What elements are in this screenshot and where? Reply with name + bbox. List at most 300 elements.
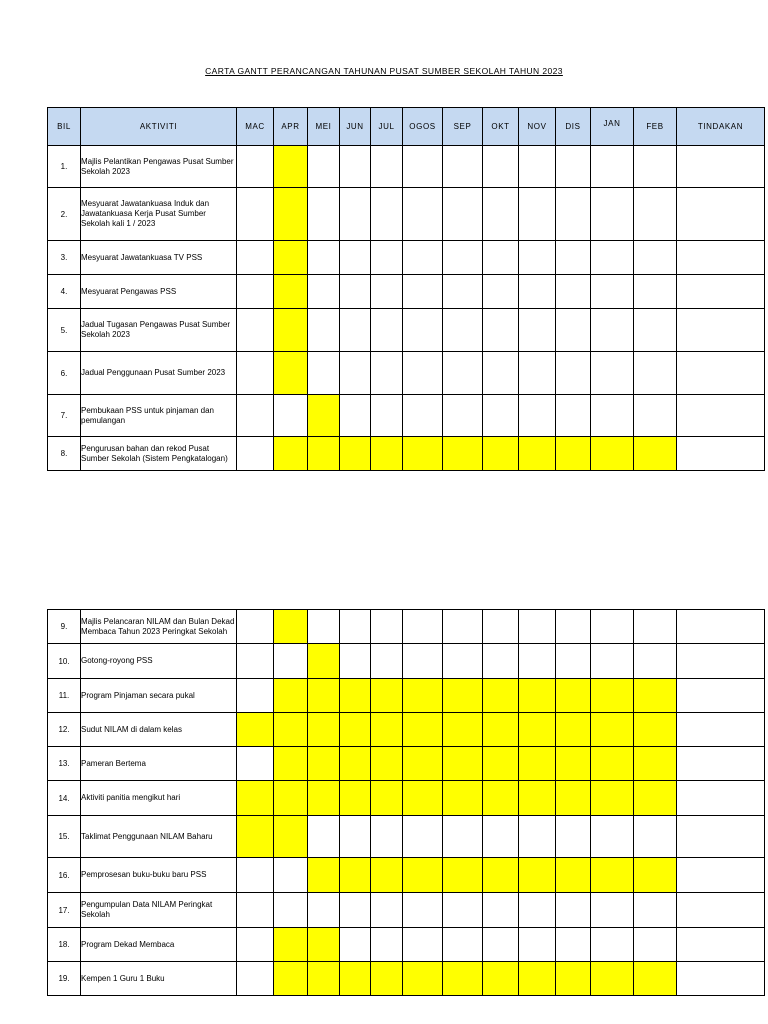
month-cell-scheduled: [591, 781, 634, 816]
month-cell-scheduled: [443, 747, 483, 781]
month-cell: [403, 395, 443, 437]
month-cell-scheduled: [591, 679, 634, 713]
header-month: NOV: [519, 108, 556, 146]
month-cell-scheduled: [237, 781, 274, 816]
month-cell-scheduled: [483, 962, 519, 996]
table-row: [48, 275, 765, 309]
month-cell: [340, 928, 371, 962]
month-cell: [519, 644, 556, 679]
row-number: 19.: [48, 962, 81, 996]
month-cell: [483, 275, 519, 309]
tindakan-cell: [677, 747, 765, 781]
month-cell: [237, 679, 274, 713]
month-cell-scheduled: [483, 747, 519, 781]
month-cell: [274, 395, 308, 437]
month-cell-scheduled: [519, 781, 556, 816]
month-cell-scheduled: [403, 781, 443, 816]
table-row: [48, 928, 765, 962]
month-cell: [237, 610, 274, 644]
month-cell: [308, 893, 340, 928]
tindakan-cell: [677, 241, 765, 275]
row-number: 3.: [48, 241, 81, 275]
month-cell: [591, 188, 634, 241]
month-cell: [483, 352, 519, 395]
month-cell: [237, 275, 274, 309]
month-cell-scheduled: [443, 437, 483, 471]
row-number: 7.: [48, 395, 81, 437]
month-cell-scheduled: [371, 437, 403, 471]
tindakan-cell: [677, 437, 765, 471]
month-cell: [443, 275, 483, 309]
month-cell: [308, 309, 340, 352]
month-cell: [371, 928, 403, 962]
tindakan-cell: [677, 893, 765, 928]
activity-name: Mesyuarat Jawatankuasa TV PSS: [81, 241, 237, 275]
month-cell: [591, 816, 634, 858]
month-cell-scheduled: [308, 679, 340, 713]
month-cell: [634, 893, 677, 928]
row-number: 8.: [48, 437, 81, 471]
month-cell: [274, 893, 308, 928]
month-cell: [519, 188, 556, 241]
month-cell-scheduled: [371, 962, 403, 996]
tindakan-cell: [677, 816, 765, 858]
month-cell-scheduled: [371, 781, 403, 816]
header-month: JAN: [591, 108, 634, 146]
month-cell-scheduled: [634, 747, 677, 781]
month-cell: [371, 816, 403, 858]
month-cell: [556, 241, 591, 275]
gantt-table-2: [47, 609, 765, 996]
tindakan-cell: [677, 781, 765, 816]
month-cell: [403, 644, 443, 679]
month-cell: [403, 352, 443, 395]
header-aktiviti: AKTIVITI: [81, 108, 237, 146]
month-cell-scheduled: [274, 309, 308, 352]
month-cell: [556, 928, 591, 962]
row-number: 11.: [48, 679, 81, 713]
month-cell: [237, 858, 274, 893]
month-cell: [403, 241, 443, 275]
month-cell: [483, 188, 519, 241]
month-cell: [274, 644, 308, 679]
month-cell: [519, 146, 556, 188]
month-cell: [237, 395, 274, 437]
month-cell: [519, 352, 556, 395]
month-cell: [634, 816, 677, 858]
header-month: DIS: [556, 108, 591, 146]
table-row: [48, 395, 765, 437]
month-cell: [519, 275, 556, 309]
month-cell: [237, 893, 274, 928]
month-cell-scheduled: [274, 188, 308, 241]
month-cell: [403, 309, 443, 352]
month-cell-scheduled: [556, 858, 591, 893]
month-cell-scheduled: [591, 713, 634, 747]
table-row: [48, 241, 765, 275]
month-cell: [237, 309, 274, 352]
month-cell: [483, 644, 519, 679]
month-cell: [443, 146, 483, 188]
month-cell: [403, 816, 443, 858]
month-cell: [237, 928, 274, 962]
table-row: [48, 309, 765, 352]
month-cell-scheduled: [556, 713, 591, 747]
month-cell: [308, 816, 340, 858]
month-cell: [403, 928, 443, 962]
activity-name: Mesyuarat Jawatankuasa Induk dan Jawatankuasa Kerja Pusat Sumber Sekolah kali 1 / 2023: [81, 188, 237, 241]
month-cell: [483, 610, 519, 644]
month-cell: [340, 816, 371, 858]
month-cell: [634, 146, 677, 188]
month-cell-scheduled: [556, 962, 591, 996]
table-row: [48, 713, 765, 747]
month-cell-scheduled: [274, 241, 308, 275]
month-cell: [591, 610, 634, 644]
month-cell-scheduled: [556, 437, 591, 471]
activity-name: Program Pinjaman secara pukal: [81, 679, 237, 713]
month-cell: [556, 146, 591, 188]
month-cell-scheduled: [308, 858, 340, 893]
month-cell: [308, 275, 340, 309]
month-cell: [308, 352, 340, 395]
month-cell: [371, 146, 403, 188]
gantt-table-1: [47, 107, 765, 471]
activity-name: Pengurusan bahan dan rekod Pusat Sumber Sekolah (Sistem Pengkatalogan): [81, 437, 237, 471]
month-cell: [237, 352, 274, 395]
month-cell-scheduled: [274, 275, 308, 309]
month-cell: [340, 610, 371, 644]
row-number: 5.: [48, 309, 81, 352]
month-cell-scheduled: [403, 713, 443, 747]
table-row: [48, 679, 765, 713]
month-cell: [308, 610, 340, 644]
month-cell-scheduled: [519, 679, 556, 713]
month-cell-scheduled: [634, 858, 677, 893]
month-cell: [340, 188, 371, 241]
month-cell-scheduled: [237, 816, 274, 858]
tindakan-cell: [677, 188, 765, 241]
month-cell-scheduled: [443, 962, 483, 996]
month-cell: [371, 395, 403, 437]
month-cell: [340, 395, 371, 437]
month-cell-scheduled: [274, 747, 308, 781]
table-row: [48, 610, 765, 644]
table-row: [48, 893, 765, 928]
month-cell: [308, 241, 340, 275]
month-cell: [519, 610, 556, 644]
tindakan-cell: [677, 858, 765, 893]
month-cell-scheduled: [591, 437, 634, 471]
month-cell-scheduled: [274, 781, 308, 816]
row-number: 13.: [48, 747, 81, 781]
month-cell: [483, 241, 519, 275]
month-cell-scheduled: [308, 928, 340, 962]
month-cell-scheduled: [443, 858, 483, 893]
month-cell-scheduled: [591, 858, 634, 893]
month-cell: [591, 146, 634, 188]
month-cell: [443, 241, 483, 275]
month-cell-scheduled: [274, 962, 308, 996]
activity-name: Pengumpulan Data NILAM Peringkat Sekolah: [81, 893, 237, 928]
month-cell-scheduled: [483, 713, 519, 747]
header-month: APR: [274, 108, 308, 146]
month-cell-scheduled: [274, 146, 308, 188]
activity-name: Gotong-royong PSS: [81, 644, 237, 679]
month-cell-scheduled: [308, 781, 340, 816]
month-cell-scheduled: [308, 644, 340, 679]
month-cell-scheduled: [443, 781, 483, 816]
month-cell: [237, 146, 274, 188]
row-number: 4.: [48, 275, 81, 309]
month-cell: [634, 188, 677, 241]
month-cell: [371, 644, 403, 679]
month-cell-scheduled: [340, 437, 371, 471]
month-cell: [340, 241, 371, 275]
month-cell-scheduled: [634, 437, 677, 471]
month-cell: [591, 644, 634, 679]
table-row: [48, 188, 765, 241]
month-cell: [634, 395, 677, 437]
month-cell: [443, 395, 483, 437]
month-cell-scheduled: [443, 713, 483, 747]
activity-name: Sudut NILAM di dalam kelas: [81, 713, 237, 747]
tindakan-cell: [677, 679, 765, 713]
month-cell: [556, 309, 591, 352]
month-cell: [591, 893, 634, 928]
month-cell: [519, 309, 556, 352]
month-cell: [340, 309, 371, 352]
month-cell-scheduled: [403, 437, 443, 471]
table-2-body: [48, 610, 765, 996]
month-cell-scheduled: [237, 713, 274, 747]
tindakan-cell: [677, 309, 765, 352]
month-cell-scheduled: [308, 437, 340, 471]
table-header-row: [48, 108, 765, 146]
tindakan-cell: [677, 962, 765, 996]
month-cell-scheduled: [634, 781, 677, 816]
month-cell: [237, 241, 274, 275]
header-tindakan: TINDAKAN: [677, 108, 765, 146]
month-cell-scheduled: [340, 962, 371, 996]
row-number: 6.: [48, 352, 81, 395]
month-cell-scheduled: [308, 962, 340, 996]
month-cell: [371, 309, 403, 352]
month-cell-scheduled: [340, 747, 371, 781]
row-number: 12.: [48, 713, 81, 747]
table-row: [48, 816, 765, 858]
header-month: JUL: [371, 108, 403, 146]
activity-name: Mesyuarat Pengawas PSS: [81, 275, 237, 309]
month-cell: [634, 309, 677, 352]
month-cell-scheduled: [340, 713, 371, 747]
month-cell: [403, 610, 443, 644]
tindakan-cell: [677, 644, 765, 679]
month-cell-scheduled: [519, 713, 556, 747]
month-cell: [591, 928, 634, 962]
month-cell: [634, 352, 677, 395]
header-month: OKT: [483, 108, 519, 146]
month-cell-scheduled: [403, 962, 443, 996]
month-cell: [443, 644, 483, 679]
month-cell: [443, 309, 483, 352]
month-cell-scheduled: [519, 747, 556, 781]
month-cell: [371, 352, 403, 395]
month-cell: [340, 275, 371, 309]
month-cell-scheduled: [403, 679, 443, 713]
month-cell-scheduled: [483, 679, 519, 713]
month-cell-scheduled: [519, 962, 556, 996]
tindakan-cell: [677, 275, 765, 309]
month-cell: [403, 188, 443, 241]
month-cell: [591, 352, 634, 395]
month-cell-scheduled: [371, 679, 403, 713]
activity-name: Jadual Penggunaan Pusat Sumber 2023: [81, 352, 237, 395]
month-cell-scheduled: [634, 962, 677, 996]
month-cell: [634, 928, 677, 962]
month-cell: [519, 241, 556, 275]
table-row: [48, 352, 765, 395]
month-cell: [634, 275, 677, 309]
month-cell-scheduled: [371, 858, 403, 893]
month-cell: [443, 610, 483, 644]
month-cell: [556, 644, 591, 679]
month-cell: [371, 188, 403, 241]
table-row: [48, 962, 765, 996]
month-cell-scheduled: [403, 747, 443, 781]
activity-name: Jadual Tugasan Pengawas Pusat Sumber Sekolah 2023: [81, 309, 237, 352]
month-cell: [591, 395, 634, 437]
row-number: 15.: [48, 816, 81, 858]
month-cell: [591, 275, 634, 309]
month-cell: [483, 395, 519, 437]
month-cell-scheduled: [308, 747, 340, 781]
month-cell: [340, 644, 371, 679]
row-number: 10.: [48, 644, 81, 679]
month-cell: [519, 395, 556, 437]
activity-name: Pemprosesan buku-buku baru PSS: [81, 858, 237, 893]
month-cell: [237, 962, 274, 996]
month-cell-scheduled: [308, 713, 340, 747]
month-cell-scheduled: [274, 679, 308, 713]
activity-name: Taklimat Penggunaan NILAM Baharu: [81, 816, 237, 858]
activity-name: Aktiviti panitia mengikut hari: [81, 781, 237, 816]
month-cell-scheduled: [340, 679, 371, 713]
month-cell-scheduled: [483, 781, 519, 816]
month-cell: [308, 188, 340, 241]
header-month: MAC: [237, 108, 274, 146]
document-title: CARTA GANTT PERANCANGAN TAHUNAN PUSAT SUMBER SEKOLAH TAHUN 2023: [205, 66, 563, 76]
month-cell: [340, 352, 371, 395]
month-cell-scheduled: [403, 858, 443, 893]
month-cell: [403, 893, 443, 928]
month-cell-scheduled: [371, 747, 403, 781]
activity-name: Kempen 1 Guru 1 Buku: [81, 962, 237, 996]
month-cell-scheduled: [556, 781, 591, 816]
month-cell: [237, 437, 274, 471]
header-bil: BIL: [48, 108, 81, 146]
month-cell: [519, 893, 556, 928]
activity-name: Majlis Pelancaran NILAM dan Bulan Dekad Membaca Tahun 2023 Peringkat Sekolah: [81, 610, 237, 644]
table-row: [48, 437, 765, 471]
header-month: JUN: [340, 108, 371, 146]
month-cell-scheduled: [274, 610, 308, 644]
activity-name: Program Dekad Membaca: [81, 928, 237, 962]
tindakan-cell: [677, 146, 765, 188]
tindakan-cell: [677, 610, 765, 644]
month-cell-scheduled: [274, 713, 308, 747]
tindakan-cell: [677, 395, 765, 437]
activity-name: Pembukaan PSS untuk pinjaman dan pemulangan: [81, 395, 237, 437]
month-cell: [483, 816, 519, 858]
activity-name: Majlis Pelantikan Pengawas Pusat Sumber Sekolah 2023: [81, 146, 237, 188]
header-month: FEB: [634, 108, 677, 146]
month-cell: [443, 816, 483, 858]
table-1-body: [48, 146, 765, 471]
month-cell-scheduled: [483, 437, 519, 471]
month-cell: [483, 893, 519, 928]
month-cell: [443, 928, 483, 962]
month-cell: [591, 241, 634, 275]
month-cell: [403, 146, 443, 188]
month-cell-scheduled: [340, 781, 371, 816]
month-cell: [556, 188, 591, 241]
table-row: [48, 644, 765, 679]
month-cell: [556, 816, 591, 858]
month-cell: [483, 146, 519, 188]
month-cell-scheduled: [274, 816, 308, 858]
month-cell: [443, 893, 483, 928]
month-cell-scheduled: [591, 747, 634, 781]
header-month: OGOS: [403, 108, 443, 146]
month-cell-scheduled: [591, 962, 634, 996]
month-cell: [308, 146, 340, 188]
table-row: [48, 858, 765, 893]
month-cell: [483, 928, 519, 962]
month-cell: [556, 395, 591, 437]
activity-name: Pameran Bertema: [81, 747, 237, 781]
row-number: 2.: [48, 188, 81, 241]
month-cell-scheduled: [274, 437, 308, 471]
month-cell-scheduled: [274, 352, 308, 395]
month-cell: [556, 275, 591, 309]
row-number: 9.: [48, 610, 81, 644]
month-cell: [556, 352, 591, 395]
month-cell: [274, 858, 308, 893]
month-cell: [483, 309, 519, 352]
table-row: [48, 146, 765, 188]
table-row: [48, 747, 765, 781]
month-cell-scheduled: [443, 679, 483, 713]
month-cell: [237, 188, 274, 241]
month-cell-scheduled: [634, 713, 677, 747]
month-cell: [237, 644, 274, 679]
tindakan-cell: [677, 713, 765, 747]
month-cell-scheduled: [308, 395, 340, 437]
row-number: 14.: [48, 781, 81, 816]
month-cell: [519, 816, 556, 858]
month-cell: [340, 146, 371, 188]
row-number: 18.: [48, 928, 81, 962]
month-cell-scheduled: [556, 747, 591, 781]
month-cell-scheduled: [519, 858, 556, 893]
month-cell: [371, 893, 403, 928]
month-cell: [591, 309, 634, 352]
month-cell: [340, 893, 371, 928]
row-number: 17.: [48, 893, 81, 928]
month-cell-scheduled: [340, 858, 371, 893]
month-cell-scheduled: [274, 928, 308, 962]
